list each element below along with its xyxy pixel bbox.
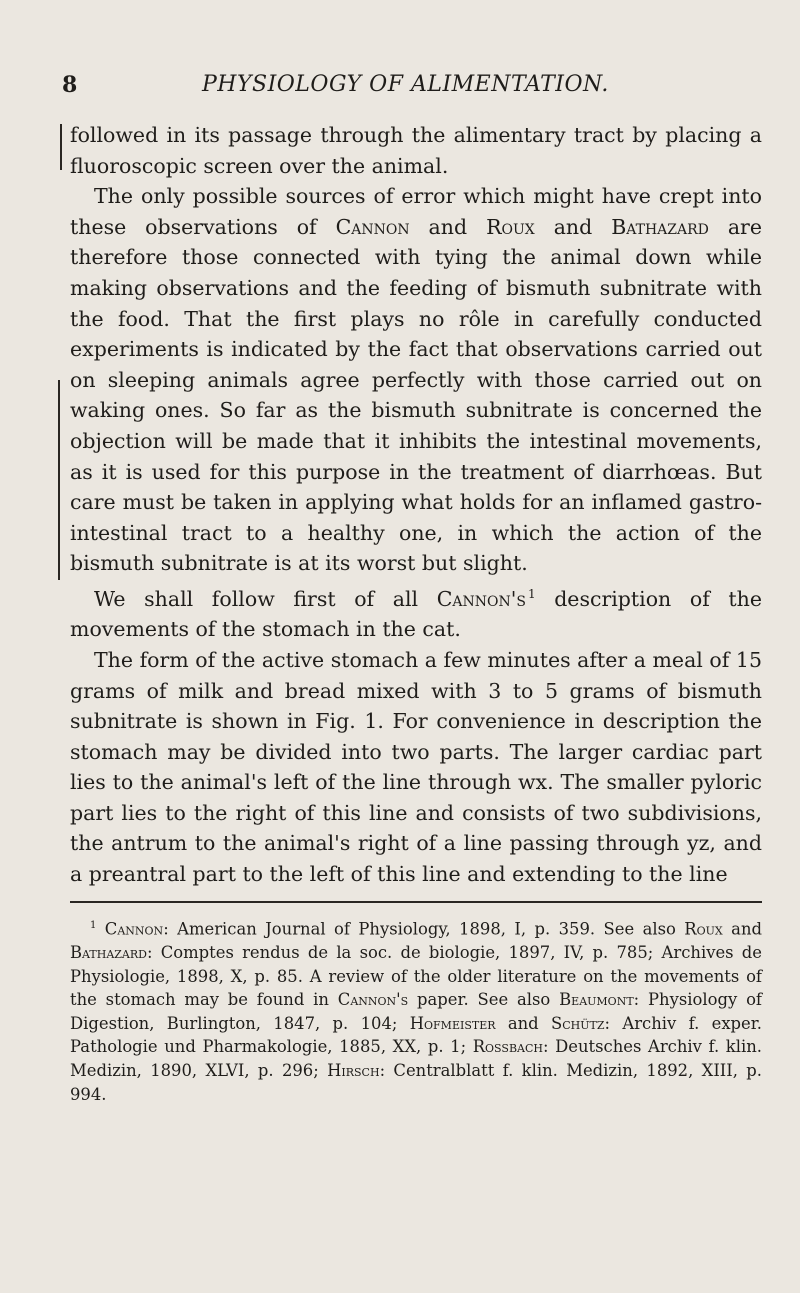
text-run: and — [409, 214, 487, 239]
footnote-author: Rossbach — [472, 1037, 543, 1057]
footnote-run: : American Journal of Physiology, 1898, I, p. 359. See also — [163, 919, 685, 939]
margin-mark-middle — [58, 380, 60, 580]
footnote-run: : Physiology of Digestion, Burlington, 1847, p. 104; — [70, 990, 762, 1033]
footnote-reference[interactable]: 1 — [527, 586, 536, 601]
footnote-author: Schütz — [551, 1013, 605, 1033]
author-cannon: Cannon's — [436, 586, 526, 611]
body-text — [70, 120, 762, 890]
text-run: We shall follow first of all — [94, 586, 437, 611]
footnote-author: Roux — [684, 919, 723, 939]
author-cannon: Cannon — [335, 214, 410, 239]
page-number: 8 — [62, 72, 78, 98]
footnote-run: and — [495, 1013, 551, 1033]
paragraph-continuation: followed in its passage through the alimentary tract by placing a fluoroscopic screen over the animal. — [70, 123, 762, 178]
footnote-run: and — [722, 919, 762, 939]
running-head: PHYSIOLOGY OF ALIMENTATION. — [202, 72, 609, 97]
footnote-author: Hofmeister — [409, 1013, 496, 1033]
footnote — [70, 914, 762, 1106]
footnote-rule — [70, 901, 762, 903]
footnote-author: Cannon — [104, 919, 164, 939]
text-run: and — [534, 214, 612, 239]
footnote-author: Bathazard — [70, 943, 147, 963]
footnote-author: Beaumont — [559, 990, 634, 1010]
paragraph-stomach-form: The form of the active stomach a few minutes after a meal of 15 grams of milk and bread mixed with 3 to 5 grams of bismuth subnitrate is shown in Fig. 1. For convenience in description the stomach may be divided into two parts. The larger cardiac part lies to the animal's left of the line through wx. The smaller pyloric part lies to the right of this line and consists of two subdivisions, the antrum to the animal's right of a line passing through yz, and a preantral part to the left of this line and extending to the line — [70, 647, 762, 887]
footnote-text — [70, 919, 762, 1103]
paragraph-sources-of-error — [70, 181, 762, 579]
footnote-author: Cannon's — [337, 990, 409, 1010]
footnote-marker: 1 — [90, 920, 97, 931]
footnote-run: : Comptes rendus de la soc. de biologie, 1897, IV, p. 785; Archives de Physiologie, 1898, X, p. 85. A review of the older literature on the movements of the stomach may be found in — [70, 943, 762, 1010]
text-run: The only possible sources of error which might have crept into these observations of — [70, 184, 762, 239]
text-run: description of the movements of the stomach in the cat. — [70, 586, 762, 642]
margin-mark-top — [60, 124, 62, 170]
footnote-run: : Archiv f. exper. Pathologie und Pharmakologie, 1885, XX, p. 1; — [70, 1013, 762, 1057]
author-roux: Roux — [486, 214, 535, 239]
footnote-author: Hirsch — [327, 1061, 380, 1081]
paragraph-cannon-description — [70, 579, 762, 645]
footnote-run: paper. See also — [408, 990, 560, 1010]
author-bathazard: Bathazard — [611, 214, 709, 239]
page-header — [62, 72, 762, 108]
text-run: are therefore those connected with tying the animal down while making observations and the feeding of bismuth subnitrate with the food. That the first plays no rôle in carefully conducted experiments is indicated by the fact that observations carried out on sleeping animals agree perfectly with those carried out on waking ones. So far as the bismuth subnitrate is concerned the objection will be made that it inhibits the intestinal movements, as it is used for this purpose in the treatment of diarrhœas. But care must be taken in applying what holds for an inflamed gastro-intestinal tract to a healthy one, in which the action of the bismuth subnitrate is at its worst but slight. — [70, 214, 762, 576]
footnote-run: : Deutsches Archiv f. klin. Medizin, 1890, XLVI, p. 296; — [70, 1037, 762, 1081]
footnote-run: : Centralblatt f. klin. Medizin, 1892, XIII, p. 994. — [70, 1061, 762, 1104]
